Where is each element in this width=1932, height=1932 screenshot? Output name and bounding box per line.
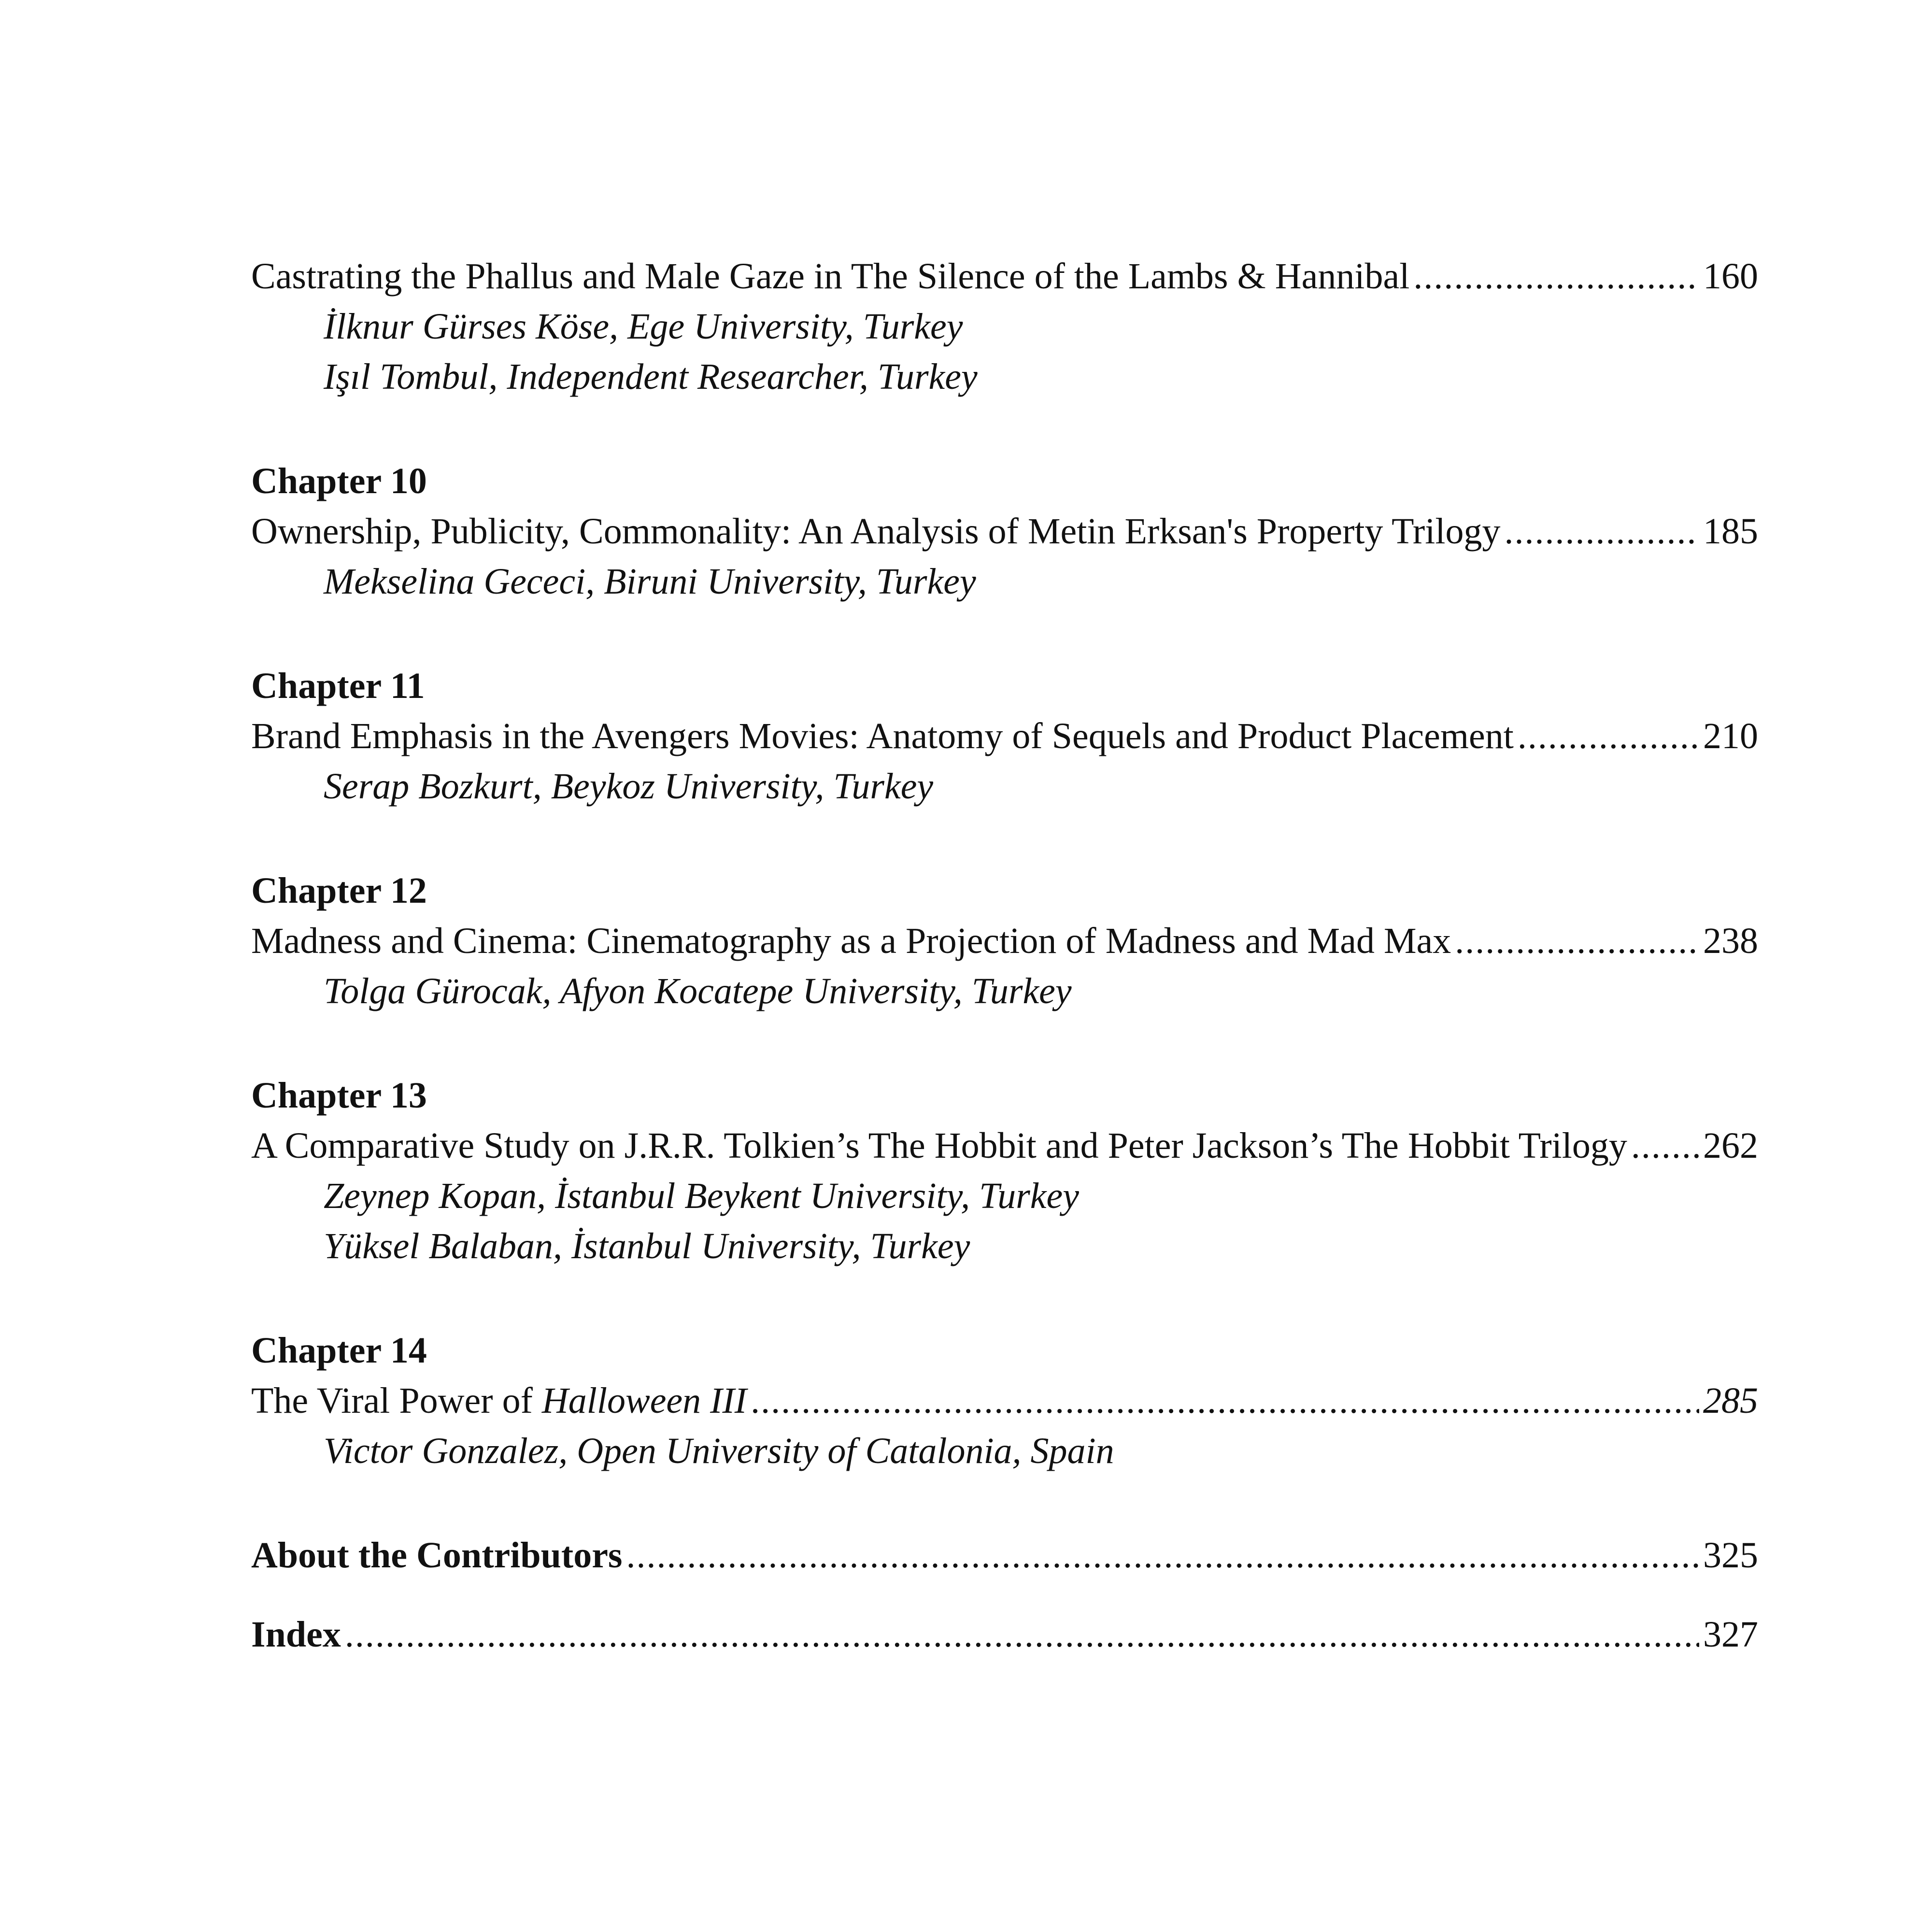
dot-leader [345, 1609, 1699, 1660]
entry-title: Brand Emphasis in the Avengers Movies: Anatomy of Sequels and Product Placement [251, 716, 1514, 756]
entry-title: Castrating the Phallus and Male Gaze in The Silence of the Lambs & Hannibal [251, 256, 1410, 297]
entry-title: Ownership, Publicity, Commonality: An Analysis of Metin Erksan's Property Trilogy [251, 511, 1501, 552]
author-affiliation: Tolga Gürocak, Afyon Kocatepe University, Turkey [324, 971, 1072, 1011]
dot-leader [1518, 711, 1699, 761]
toc-entry-index [251, 1609, 1758, 1660]
toc-entry-castrating-the-phallus [251, 251, 1758, 402]
toc-entry-chapter-14 [251, 1325, 1758, 1476]
dot-leader [1504, 506, 1699, 556]
author-affiliation: Yüksel Balaban, İstanbul University, Turkey [324, 1226, 970, 1266]
entry-title-italic: Halloween III [541, 1380, 747, 1421]
entry-line[interactable] [251, 251, 1758, 301]
entry-title: About the Contributors [251, 1535, 623, 1576]
entry-title [251, 1376, 747, 1426]
toc-entry-about-contributors [251, 1530, 1758, 1580]
chapter-heading: Chapter 11 [251, 666, 425, 706]
author-affiliation: Zeynep Kopan, İstanbul Beykent University, Turkey [324, 1176, 1079, 1216]
page-number: 238 [1703, 921, 1758, 961]
dot-leader [751, 1376, 1699, 1426]
chapter-heading: Chapter 13 [251, 1075, 427, 1116]
page-number: 185 [1703, 511, 1758, 552]
entry-line[interactable] [251, 506, 1758, 556]
toc-entry-chapter-12 [251, 866, 1758, 1016]
chapter-heading: Chapter 12 [251, 870, 427, 911]
dot-leader [626, 1530, 1700, 1580]
entry-line[interactable] [251, 1121, 1758, 1171]
entry-title: A Comparative Study on J.R.R. Tolkien’s The Hobbit and Peter Jackson’s The Hobbit Trilogy [251, 1125, 1627, 1166]
entry-title: Madness and Cinema: Cinematography as a Projection of Madness and Mad Max [251, 921, 1451, 961]
author-affiliation: Serap Bozkurt, Beykoz University, Turkey [324, 766, 934, 807]
entry-line[interactable] [251, 1530, 1758, 1580]
page-number: 262 [1703, 1125, 1758, 1166]
entry-line[interactable] [251, 1609, 1758, 1660]
entry-line[interactable] [251, 1376, 1758, 1426]
page-number: 285 [1703, 1380, 1758, 1421]
entry-title-prefix: The Viral Power of [251, 1380, 542, 1421]
entry-title: Index [251, 1614, 341, 1655]
chapter-heading: Chapter 14 [251, 1330, 427, 1371]
toc-entry-chapter-13 [251, 1070, 1758, 1271]
author-affiliation: İlknur Gürses Köse, Ege University, Turkey [324, 306, 963, 347]
dot-leader [1455, 916, 1699, 966]
chapter-heading: Chapter 10 [251, 461, 427, 501]
page-number: 327 [1703, 1614, 1758, 1655]
author-affiliation: Mekselina Gececi, Biruni University, Turkey [324, 561, 976, 602]
toc-entry-chapter-10 [251, 456, 1758, 607]
page-number: 325 [1703, 1535, 1758, 1576]
page-number: 160 [1703, 256, 1758, 297]
author-affiliation: Işıl Tombul, Independent Researcher, Turkey [324, 356, 978, 397]
dot-leader [1413, 251, 1699, 301]
toc-entry-chapter-11 [251, 661, 1758, 811]
page-number: 210 [1703, 716, 1758, 756]
dot-leader [1631, 1121, 1699, 1171]
entry-line[interactable] [251, 711, 1758, 761]
table-of-contents [251, 251, 1758, 1689]
entry-line[interactable] [251, 916, 1758, 966]
author-affiliation: Victor Gonzalez, Open University of Catalonia, Spain [324, 1431, 1114, 1471]
